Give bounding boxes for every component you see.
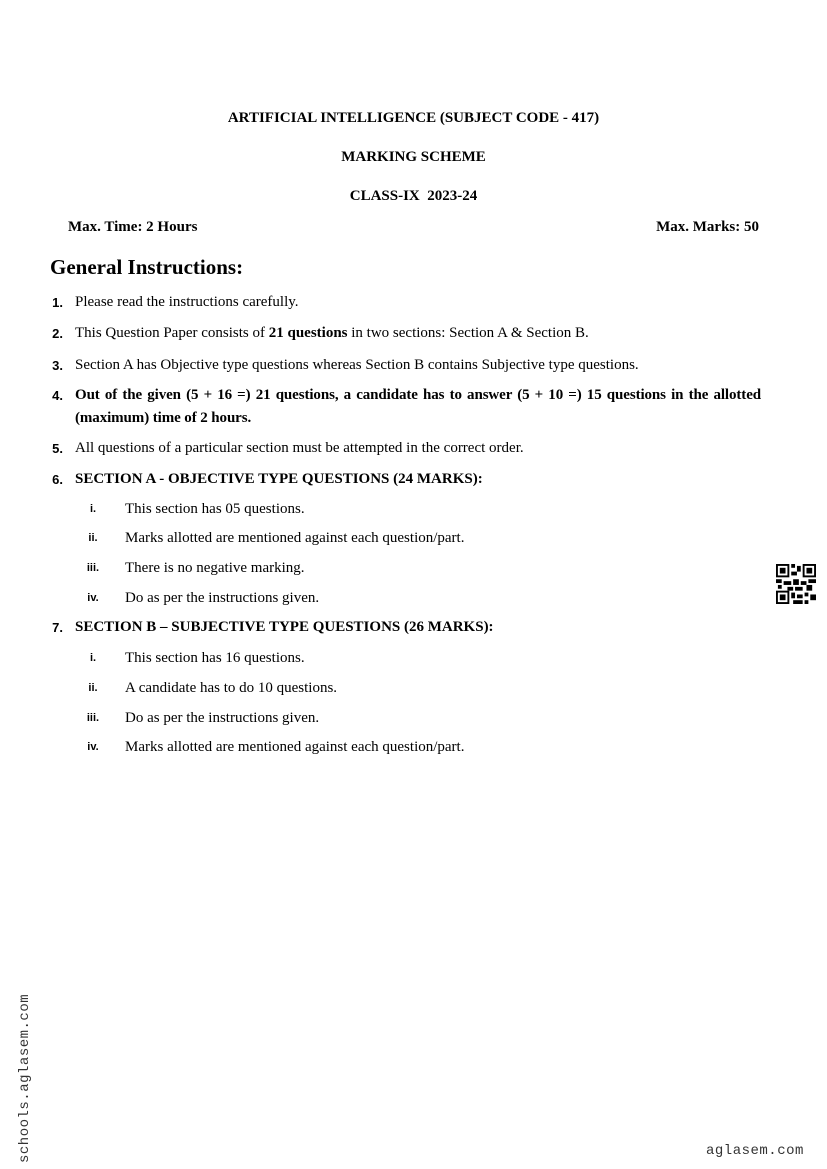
sub-item: [80, 528, 464, 548]
item-number: 2.: [52, 326, 63, 341]
watermark-right: aglasem.com: [706, 1143, 804, 1159]
item-text: Section A has Objective type questions whereas Section B contains Subjective type questions.: [75, 357, 639, 373]
sub-item: [80, 737, 464, 757]
item-text: [75, 322, 761, 345]
sub-item-text: Do as per the instructions given.: [125, 590, 320, 606]
sub-item-number: i.: [89, 503, 97, 515]
instructions-heading: General Instructions:: [50, 255, 244, 279]
instruction-item: [40, 354, 761, 377]
item-text: Out of the given (5 + 16 =) 21 questions, a candidate has to answer (5 + 10 =) 15 questions in the allotted (maximum) time of 2 hours.: [75, 387, 761, 426]
section-a-heading: SECTION A - OBJECTIVE TYPE QUESTIONS (24 MARKS):: [75, 471, 483, 487]
sub-item: [80, 648, 305, 668]
sub-item-text: Do as per the instructions given.: [125, 710, 320, 726]
sub-item-text: This section has 05 questions.: [125, 501, 305, 517]
sub-item: [80, 588, 319, 608]
sub-item-number: iv.: [87, 592, 99, 604]
sub-item: [80, 499, 305, 519]
sub-item-number: iv.: [87, 741, 99, 753]
item-text-part: This Question Paper consists of: [75, 325, 269, 341]
item-number: 6.: [52, 472, 63, 487]
item-text: Please read the instructions carefully.: [75, 294, 299, 310]
section-b-heading: SECTION B – SUBJECTIVE TYPE QUESTIONS (26 MARKS):: [75, 619, 494, 635]
item-text-part: in two sections: Section A & Section B.: [347, 325, 589, 341]
instruction-item: [40, 616, 761, 639]
instruction-item: [40, 322, 761, 345]
sub-item: [80, 708, 319, 728]
sub-item-text: There is no negative marking.: [125, 560, 305, 576]
instruction-item: [40, 468, 761, 491]
document-title: ARTIFICIAL INTELLIGENCE (SUBJECT CODE - 417): [227, 110, 600, 126]
sub-item-text: Marks allotted are mentioned against each question/part.: [125, 530, 465, 546]
sub-item-text: Marks allotted are mentioned against each question/part.: [125, 739, 465, 755]
document-subtitle: MARKING SCHEME: [341, 149, 486, 165]
item-number: 5.: [52, 441, 63, 456]
max-time: Max. Time: 2 Hours: [68, 219, 198, 235]
sub-item-text: This section has 16 questions.: [125, 650, 305, 666]
item-number: 1.: [52, 295, 63, 310]
sub-item: [80, 558, 305, 578]
instruction-item: [40, 291, 761, 314]
watermark-left: schools.aglasem.com: [17, 993, 33, 1163]
sub-item-number: ii.: [88, 682, 98, 694]
class-year: CLASS-IX 2023-24: [349, 188, 478, 204]
sub-item-number: iii.: [86, 562, 100, 574]
item-text: All questions of a particular section must be attempted in the correct order.: [75, 440, 524, 456]
max-marks: Max. Marks: 50: [656, 219, 759, 235]
instruction-item: [40, 384, 761, 430]
item-text-bold: 21 questions: [268, 325, 348, 341]
sub-item-number: iii.: [86, 712, 100, 724]
item-number: 7.: [52, 620, 63, 635]
sub-item-text: A candidate has to do 10 questions.: [125, 680, 338, 696]
sub-item-number: i.: [89, 652, 97, 664]
qr-code-icon: [776, 564, 816, 609]
sub-item-number: ii.: [88, 532, 98, 544]
sub-item: [80, 678, 337, 698]
item-number: 4.: [52, 388, 63, 403]
item-number: 3.: [52, 358, 63, 373]
instruction-item: [40, 437, 761, 460]
